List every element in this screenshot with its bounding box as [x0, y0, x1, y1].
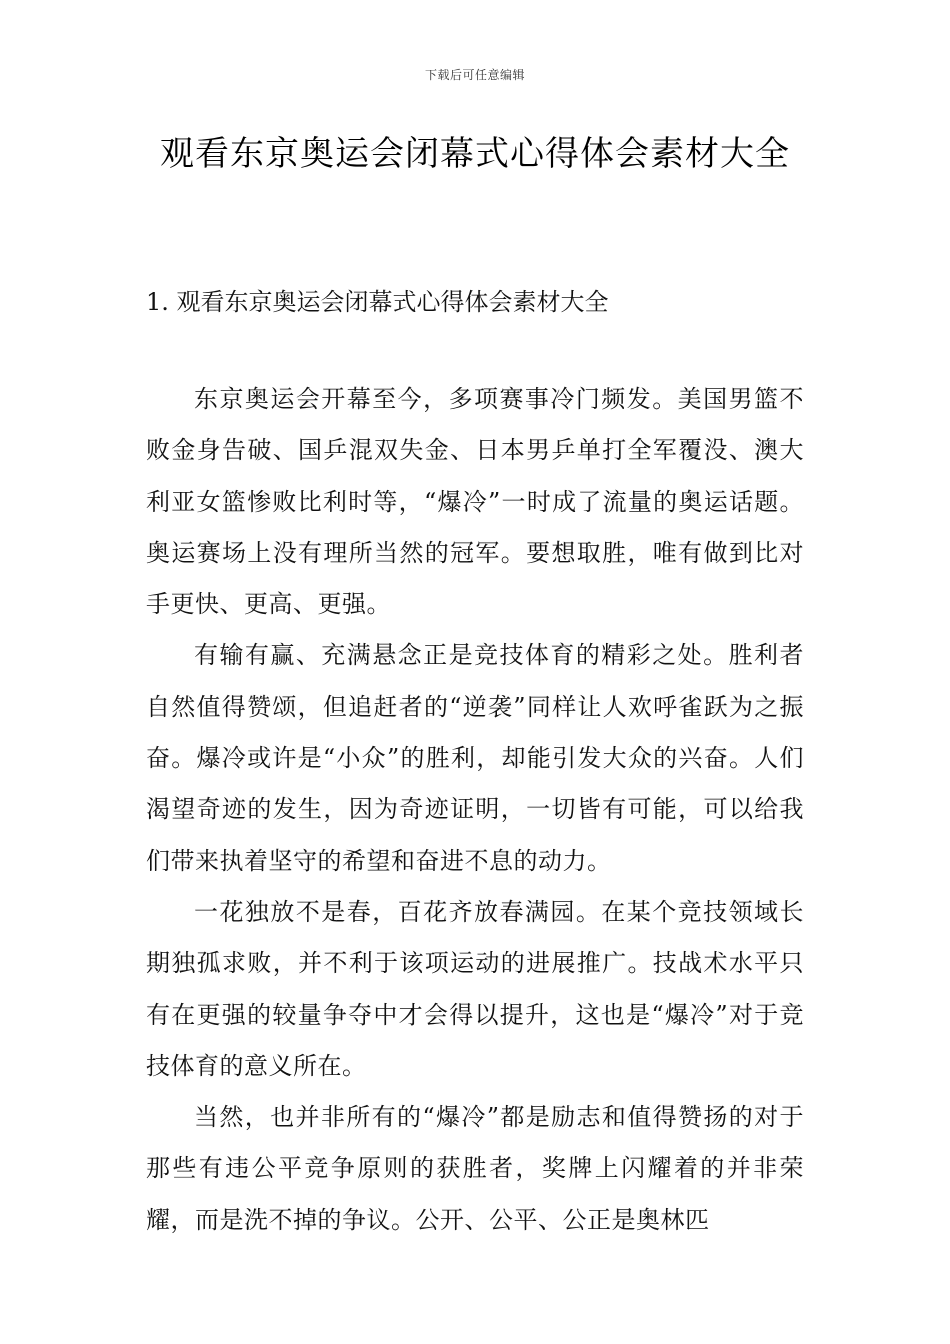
paragraph-1: 东京奥运会开幕至今，多项赛事冷门频发。美国男篮不败金身告破、国乒混双失金、日本男乒单打全军覆没、澳大利亚女篮惨败比利时等，“爆冷”一时成了流量的奥运话题。奥运赛场上没有理所当然的冠军。要想取胜，唯有做到比对手更快、更高、更强。 [146, 385, 804, 619]
section-heading: 1. 观看东京奥运会闭幕式心得体会素材大全 [146, 288, 609, 316]
header-note: 下载后可任意编辑 [424, 68, 525, 82]
document-title: 观看东京奥运会闭幕式心得体会素材大全 [160, 134, 790, 174]
body-text [146, 374, 804, 1246]
paragraph-4: 当然，也并非所有的“爆冷”都是励志和值得赞扬的对于那些有违公平竞争原则的获胜者，奖牌上闪耀着的并非荣耀，而是洗不掉的争议。公开、公平、公正是奥林匹 [146, 1103, 804, 1234]
paragraph-2: 有输有赢、充满悬念正是竞技体育的精彩之处。胜利者自然值得赞颂，但追赶者的“逆袭”同样让人欢呼雀跃为之振奋。爆冷或许是“小众”的胜利，却能引发大众的兴奋。人们渴望奇迹的发生，因为奇迹证明，一切皆有可能，可以给我们带来执着坚守的希望和奋进不息的动力。 [146, 641, 804, 875]
paragraph-3: 一花独放不是春，百花齐放春满园。在某个竞技领域长期独孤求败，并不利于该项运动的进展推广。技战术水平只有在更强的较量争夺中才会得以提升，这也是“爆冷”对于竞技体育的意义所在。 [146, 897, 804, 1080]
